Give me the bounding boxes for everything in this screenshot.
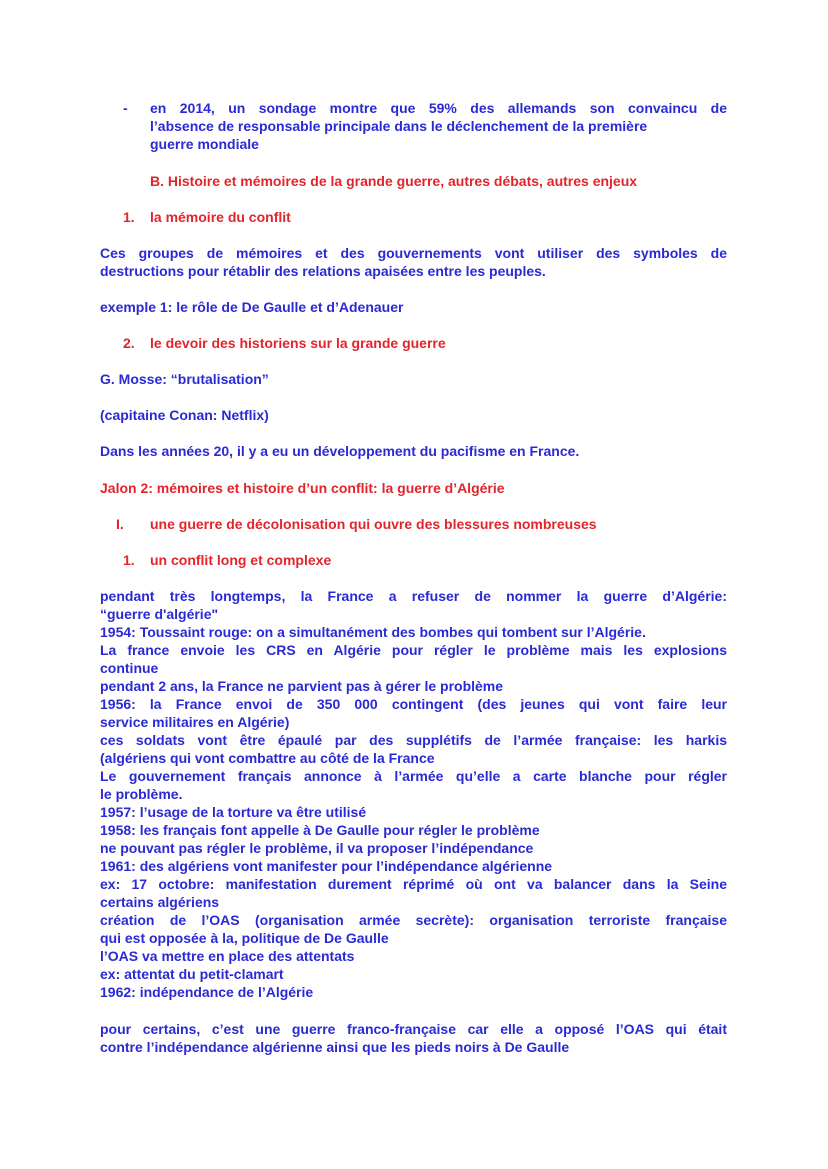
- conclusion-line-2: contre l’indépendance algérienne ainsi que les pieds noirs à De Gaulle: [100, 1039, 570, 1055]
- item3-heading: un conflit long et complexe: [150, 552, 332, 568]
- section-b-heading: B. Histoire et mémoires de la grande guerre, autres débats, autres enjeux: [150, 173, 638, 189]
- body-line: le problème.: [100, 786, 183, 802]
- body-line: “guerre d'algérie": [100, 606, 219, 622]
- body-line: qui est opposée à la, politique de De Gaulle: [100, 930, 389, 946]
- body-line: Le gouvernement français annonce à l’armée qu’elle a carte blanche pour régler: [100, 768, 727, 784]
- body-line: création de l’OAS (organisation armée secrète): organisation terroriste française: [100, 912, 727, 928]
- intro-bullet-line-2: l’absence de responsable principale dans le déclenchement de la première: [150, 118, 648, 134]
- body-line: 1962: indépendance de l’Algérie: [100, 984, 314, 1000]
- intro-bullet-line-1: en 2014, un sondage montre que 59% des allemands son convaincu de: [150, 100, 727, 116]
- body-line: ex: attentat du petit-clamart: [100, 966, 284, 982]
- item1-heading: la mémoire du conflit: [150, 209, 291, 225]
- para-memoires-line-1: Ces groupes de mémoires et des gouvernements vont utiliser des symboles de: [100, 245, 727, 261]
- body-line: 1954: Toussaint rouge: on a simultanément des bombes qui tombent sur l’Algérie.: [100, 624, 646, 640]
- body-line: continue: [100, 660, 159, 676]
- body-line: certains algériens: [100, 894, 220, 910]
- item2-number: 2.: [123, 335, 135, 351]
- body-line: pendant 2 ans, la France ne parvient pas à gérer le problème: [100, 678, 504, 694]
- conclusion-line-1: pour certains, c’est une guerre franco-française car elle a opposé l’OAS qui était: [100, 1021, 727, 1037]
- part1-heading: une guerre de décolonisation qui ouvre des blessures nombreuses: [150, 516, 597, 532]
- body-line: service militaires en Algérie): [100, 714, 290, 730]
- body-line: pendant très longtemps, la France a refuser de nommer la guerre d’Algérie:: [100, 588, 727, 604]
- bullet-dash: -: [123, 100, 128, 116]
- body-line: (algériens qui vont combattre au côté de la France: [100, 750, 435, 766]
- exemple1-line: exemple 1: le rôle de De Gaulle et d’Adenauer: [100, 299, 404, 315]
- body-line: 1958: les français font appelle à De Gaulle pour régler le problème: [100, 822, 540, 838]
- part1-numeral: I.: [116, 516, 124, 532]
- body-line: l’OAS va mettre en place des attentats: [100, 948, 355, 964]
- body-line: 1957: l’usage de la torture va être utilisé: [100, 804, 367, 820]
- intro-bullet-line-3: guerre mondiale: [150, 136, 259, 152]
- annees20-line: Dans les années 20, il y a eu un développement du pacifisme en France.: [100, 443, 580, 459]
- item2-heading: le devoir des historiens sur la grande guerre: [150, 335, 446, 351]
- mosse-line: G. Mosse: “brutalisation”: [100, 371, 269, 387]
- body-line: ex: 17 octobre: manifestation durement réprimé où ont va balancer dans la Seine: [100, 876, 727, 892]
- para-memoires-line-2: destructions pour rétablir des relations apaisées entre les peuples.: [100, 263, 546, 279]
- item1-number: 1.: [123, 209, 135, 225]
- jalon2-heading: Jalon 2: mémoires et histoire d’un conflit: la guerre d’Algérie: [100, 480, 505, 496]
- body-line: La france envoie les CRS en Algérie pour régler le problème mais les explosions: [100, 642, 727, 658]
- item3-number: 1.: [123, 552, 135, 568]
- body-line: ne pouvant pas régler le problème, il va proposer l’indépendance: [100, 840, 534, 856]
- conan-line: (capitaine Conan: Netflix): [100, 407, 269, 423]
- body-line: 1956: la France envoi de 350 000 contingent (des jeunes qui vont faire leur: [100, 696, 727, 712]
- body-line: ces soldats vont être épaulé par des supplétifs de l’armée française: les harkis: [100, 732, 727, 748]
- body-line: 1961: des algériens vont manifester pour l’indépendance algérienne: [100, 858, 553, 874]
